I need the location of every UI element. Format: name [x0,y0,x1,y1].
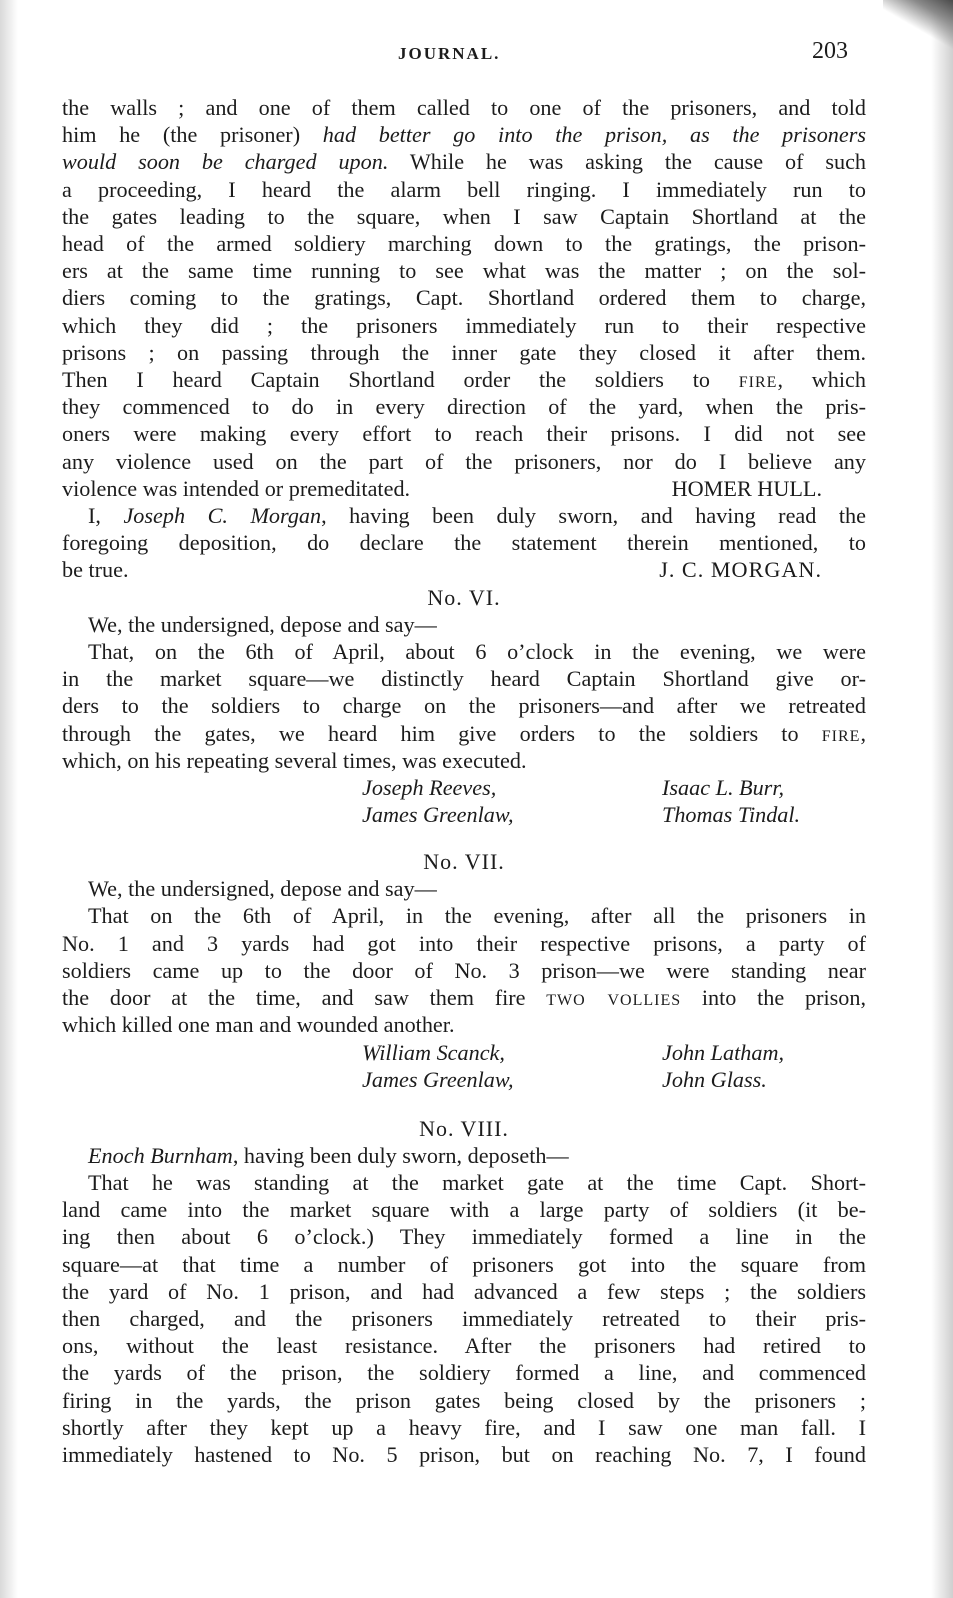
text-line: foregoing deposition, do declare the statement therein mentioned, to [62,530,866,556]
text-line: No. 1 and 3 yards had got into their respective prisons, a party of [62,930,866,956]
text-line: Then I heard Captain Shortland order the soldiers to fire, which [62,367,866,393]
text-line: any violence used on the part of the prisoners, nor do I believe any [62,448,866,474]
text-line: diers coming to the gratings, Capt. Shortland ordered them to charge, [62,285,866,311]
text-line: That he was standing at the market gate at the time Capt. Short- [88,1169,866,1195]
text-line: through the gates, we heard him give orders to the soldiers to fire, [62,720,866,746]
text-line: That, on the 6th of April, about 6 o’clock in the evening, we were [88,639,866,665]
text-line: they commenced to do in every direction of the yard, when the pris- [62,394,866,420]
section-heading: No. VI. [427,584,501,610]
signer: James Greenlaw, [362,1066,514,1092]
page-edge-left [0,0,18,1598]
signer: Joseph Reeves, [362,775,497,801]
text-line: ing then about 6 o’clock.) They immediately formed a line in the [62,1224,866,1250]
signer: John Latham, [662,1039,785,1065]
signers [362,774,866,828]
section-heading: No. VII. [423,849,505,875]
text-line: which they did ; the prisoners immediately run to their respective [62,312,866,338]
text-line: the yards of the prison, the soldiery formed a line, and commenced [62,1360,866,1386]
text-line: prisons ; on passing through the inner gate they closed it after them. [62,339,866,365]
text-line: I, Joseph C. Morgan, having been duly sworn, and having read the [88,503,866,529]
text-line: head of the armed soldiery marching down to the gratings, the prison- [62,231,866,257]
text-line: would soon be charged upon. While he was asking the cause of such [62,149,867,175]
signature: HOMER HULL. [671,475,822,501]
text-line: violence was intended or premeditated. HOMER HULL. [62,475,822,501]
body-text [62,94,866,1468]
text-line: ons, without the least resistance. After the prisoners had retired to [62,1333,866,1359]
text-line: which, on his repeating several times, was executed. [62,747,527,773]
text-line: the yard of No. 1 prison, and had advanced a few steps ; the soldiers [62,1278,866,1304]
text-line: We, the undersigned, depose and say— [88,611,437,637]
text-line: We, the undersigned, depose and say— [88,876,437,902]
running-head-title: JOURNAL. [398,44,501,63]
text-line: oners were making every effort to reach their prisons. I did not see [62,421,866,447]
running-head [0,38,953,68]
text-line: Enoch Burnham, having been duly sworn, deposeth— [88,1142,569,1168]
signer: John Glass. [662,1066,767,1092]
text-line: shortly after they kept up a heavy fire, and I saw one man fall. I [62,1414,866,1440]
signer: William Scanck, [362,1039,505,1065]
text-line: land came into the market square with a large party of soldiers (it be- [62,1197,866,1223]
page-number: 203 [812,38,848,64]
text-line: soldiers came up to the door of No. 3 prison—we were standing near [62,957,866,983]
text-line: be true. J. C. MORGAN. [62,557,822,583]
signer: Thomas Tindal. [662,802,801,828]
text-line: immediately hastened to No. 5 prison, but on reaching No. 7, I found [62,1441,866,1467]
text-line: ers at the same time running to see what was the matter ; on the sol- [62,258,866,284]
text-line: That on the 6th of April, in the evening, after all the prisoners in [88,903,866,929]
signature: J. C. MORGAN. [659,557,822,583]
signers [362,1039,866,1093]
text-line: in the market square—we distinctly heard Captain Shortland give or- [62,666,866,692]
text-line: then charged, and the prisoners immediately retreated to their pris- [62,1305,866,1331]
text-line: a proceeding, I heard the alarm bell ringing. I immediately run to [62,176,866,202]
text-line: square—at that time a number of prisoners got into the square from [62,1251,866,1277]
text-line: ders to the soldiers to charge on the prisoners—and after we retreated [62,693,866,719]
text-line: the door at the time, and saw them fire two vollies into the prison, [62,985,866,1011]
text-line: which killed one man and wounded another. [62,1012,455,1038]
signer: James Greenlaw, [362,802,514,828]
section-heading: No. VIII. [419,1115,509,1141]
signer: Isaac L. Burr, [662,775,785,801]
text-line: the gates leading to the square, when I saw Captain Shortland at the [62,203,866,229]
text-line: the walls ; and one of them called to one of the prisoners, and told [62,95,866,120]
text-line: firing in the yards, the prison gates being closed by the prisoners ; [62,1387,866,1413]
text-line: him he (the prisoner) had better go into the prison, as the prisoners [62,122,867,148]
